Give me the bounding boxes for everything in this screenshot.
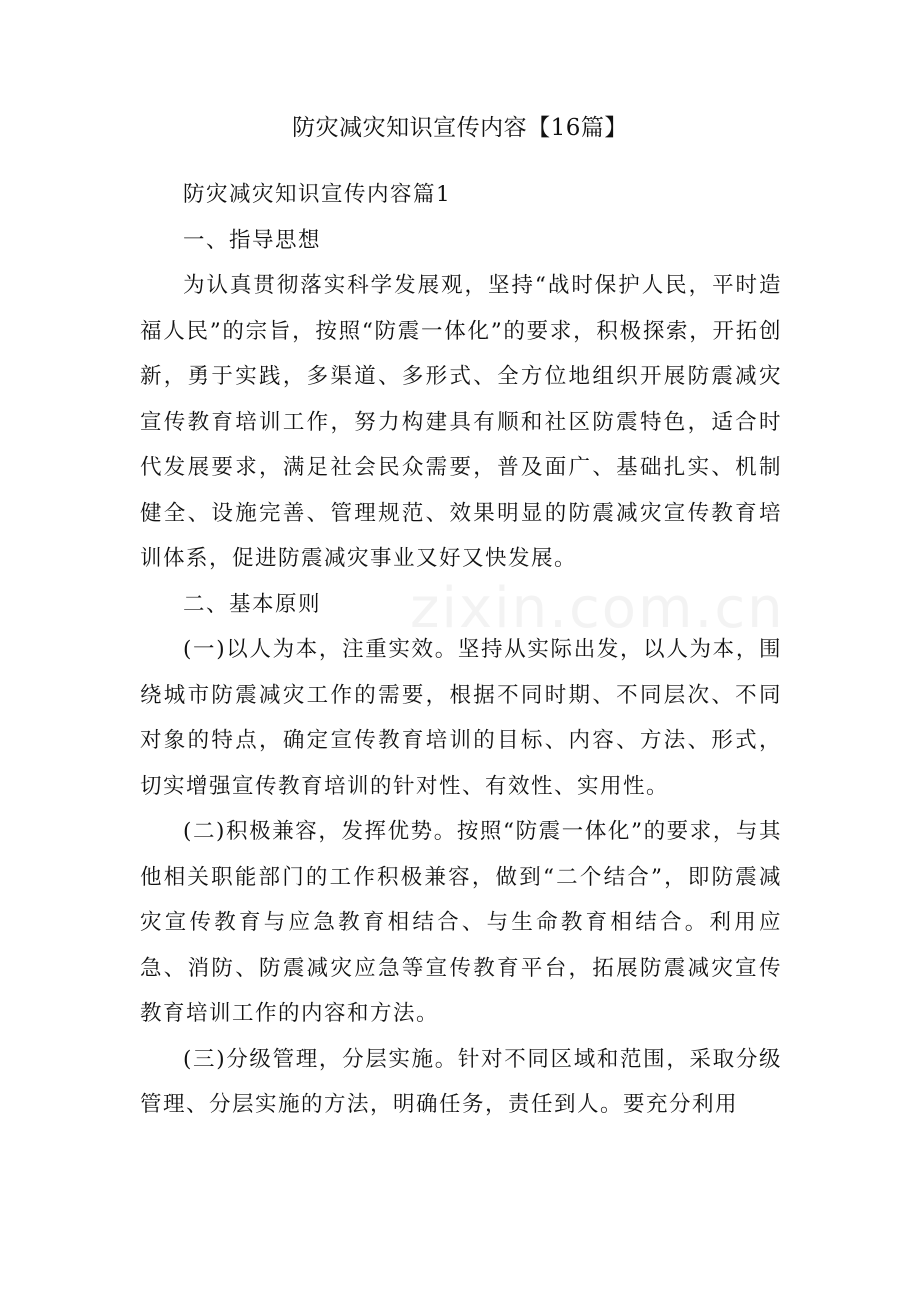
section-heading: 防灾减灾知识宣传内容篇1 <box>183 182 452 207</box>
subsection-heading: 一、指导思想 <box>183 227 322 253</box>
document-title: 防灾减灾知识宣传内容【16篇】 <box>292 115 628 141</box>
body-paragraph: (二)积极兼容，发挥优势。按照“防震一体化”的要求，与其他相关职能部门的工作积极兼容，做到“二个结合”，即防震减灾宣传教育与应急教育相结合、与生命教育相结合。利用应急、消防、防震减灾应急等宣传教育平台，拓展防震减灾宣传教育培训工作的内容和方法。 <box>140 819 782 1026</box>
body-paragraph: (三)分级管理，分层实施。针对不同区域和范围，采取分级管理、分层实施的方法，明确任务，责任到人。要充分利用 <box>140 1046 782 1117</box>
body-paragraph: (一)以人为本，注重实效。坚持从实际出发，以人为本，围绕城市防震减灾工作的需要，根据不同时期、不同层次、不同对象的特点，确定宣传教育培训的目标、内容、方法、形式，切实增强宣传教育培训的针对性、有效性、实用性。 <box>140 637 782 799</box>
watermark: zixin.com.cn <box>410 576 785 641</box>
subsection-heading: 二、基本原则 <box>183 591 322 617</box>
document-body <box>140 172 782 1128</box>
body-paragraph: 为认真贯彻落实科学发展观，坚持“战时保护人民，平时造福人民”的宗旨，按照“防震一体化”的要求，积极探索，开拓创新，勇于实践，多渠道、多形式、全方位地组织开展防震减灾宣传教育培训工作，努力构建具有顺和社区防震特色，适合时代发展要求，满足社会民众需要，普及面广、基础扎实、机制健全、设施完善、管理规范、效果明显的防震减灾宣传教育培训体系，促进防震减灾事业又好又快发展。 <box>140 273 782 571</box>
